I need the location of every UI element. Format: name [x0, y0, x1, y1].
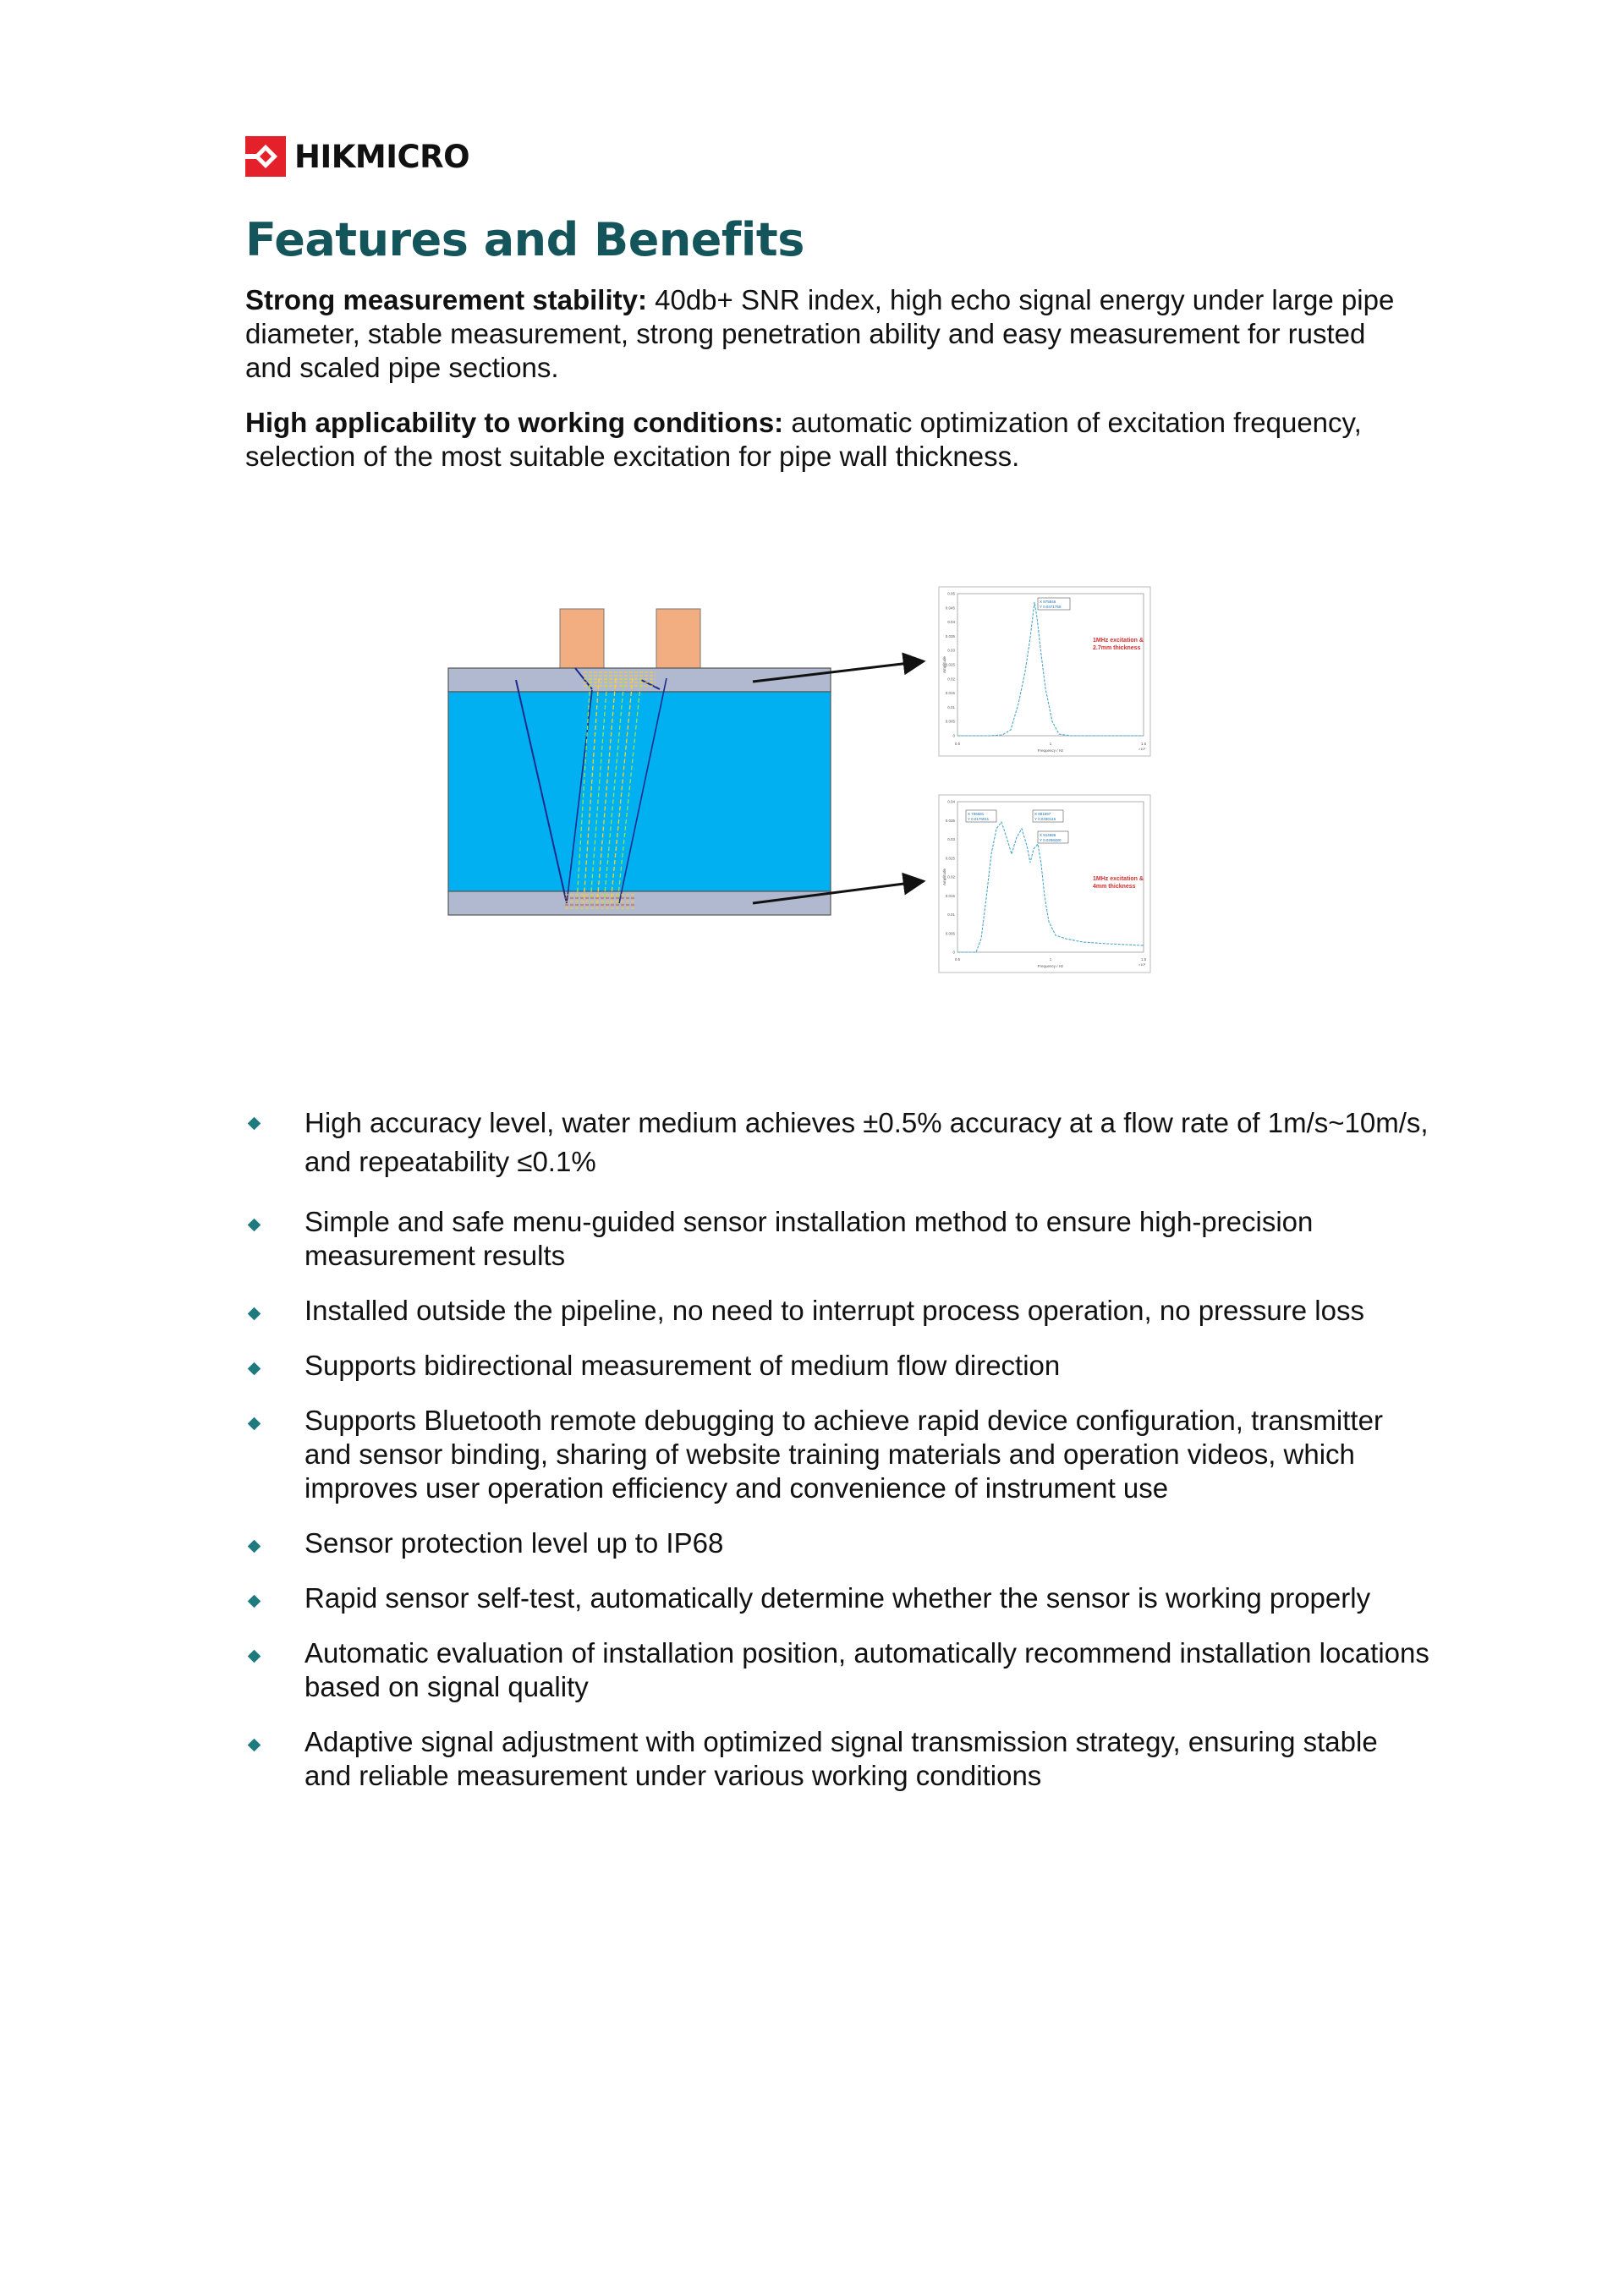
feature-item	[245, 1725, 1429, 1793]
y-tick-label: 0.05	[947, 591, 955, 596]
chart-bottom-datatip-2-x: X 881697	[1034, 812, 1051, 816]
y-tick-label: 0.04	[947, 620, 955, 625]
paragraph-text: automatic optimization of excitation frequency, selection of the most suitable excitation for pipe wall thickness.	[245, 407, 1362, 472]
feature-text: Sensor protection level up to IP68	[304, 1527, 724, 1559]
chart-top-y-label: Amplitude	[942, 655, 946, 674]
diamond-bullet-icon	[248, 1417, 261, 1431]
chart-bottom-datatip-3-y: Y 0.0298480	[1040, 838, 1062, 842]
pipe-water	[448, 692, 831, 891]
y-tick-label: 0.005	[945, 719, 955, 724]
y-tick-label: 0	[952, 950, 955, 955]
feature-item	[245, 1349, 1429, 1383]
brand-logo	[245, 135, 469, 178]
chart-bottom-y-label: Amplitude	[942, 868, 946, 886]
feature-list	[245, 1104, 1429, 1793]
chart-bottom-x-exponent: ×10⁶	[1138, 962, 1146, 967]
diamond-bullet-icon	[248, 1362, 261, 1376]
paragraph-applicability	[245, 406, 1413, 474]
y-tick-label: 0.045	[945, 606, 955, 611]
pipe-echo-figure	[440, 584, 1159, 989]
diamond-bullet-icon	[248, 1650, 261, 1663]
y-tick-label: 0.015	[945, 893, 955, 898]
paragraph-stability	[245, 283, 1413, 385]
diamond-bullet-icon	[248, 1739, 261, 1752]
feature-item	[245, 1104, 1429, 1181]
feature-text: Supports Bluetooth remote debugging to achieve rapid device configuration, transmitter and sensor binding, sharing of website training materials and operation videos, which improves user operation efficiency and convenience of instrument use	[304, 1405, 1383, 1504]
y-tick-label: 0.03	[947, 648, 955, 653]
feature-text: Installed outside the pipeline, no need to interrupt process operation, no pressure loss	[304, 1295, 1364, 1326]
chart-top-x-tick: 1	[1049, 742, 1052, 746]
y-tick-label: 0.025	[945, 856, 955, 861]
chart-bottom-annotation-line1: 1MHz excitation &	[1093, 876, 1144, 882]
sensor-right	[656, 609, 700, 668]
y-tick-label: 0.025	[945, 662, 955, 667]
paragraph-lead: High applicability to working conditions:	[245, 407, 784, 438]
chart-top-annotation-line1: 1MHz excitation &	[1093, 638, 1144, 644]
y-tick-label: 0.035	[945, 633, 955, 638]
chart-top	[939, 587, 1150, 756]
chart-top-x-tick: 1.5	[1140, 742, 1147, 746]
chart-top-datatip-y: Y 0.0471758	[1040, 605, 1062, 609]
chart-bottom-annotation-line2: 4mm thickness	[1093, 884, 1136, 890]
chart-top-x-tick: 0.5	[954, 742, 961, 746]
chart-bottom-datatip-2-y: Y 0.0330116	[1034, 817, 1056, 821]
feature-item	[245, 1404, 1429, 1505]
feature-item	[245, 1526, 1429, 1560]
chart-top-datatip-x: X 975846	[1040, 600, 1056, 604]
pipe-wall-bottom	[448, 891, 831, 915]
y-tick-label: 0.03	[947, 837, 955, 841]
diamond-bullet-icon	[248, 1540, 261, 1553]
feature-text: Automatic evaluation of installation position, automatically recommend installation locations based on signal quality	[304, 1637, 1429, 1702]
chart-bottom-x-tick: 1.5	[1140, 957, 1147, 962]
paragraph-lead: Strong measurement stability:	[245, 284, 647, 315]
y-tick-label: 0.01	[947, 704, 955, 710]
y-tick-label: 0.005	[945, 931, 955, 936]
feature-text: Adaptive signal adjustment with optimized signal transmission strategy, ensuring stable and reliable measurement under various working conditions	[304, 1726, 1378, 1791]
y-tick-label: 0.02	[947, 874, 955, 879]
chart-bottom-datatip-1-x: X 736581	[968, 812, 985, 816]
chart-bottom-datatip-3-x: X 914986	[1040, 833, 1056, 837]
feature-item	[245, 1294, 1429, 1328]
chart-bottom-datatip-1-y: Y 0.0176011	[968, 817, 990, 821]
feature-text: High accuracy level, water medium achieves ±0.5% accuracy at a flow rate of 1m/s~10m/s, and repeatability ≤0.1%	[304, 1107, 1429, 1177]
brand-name: HIKMICRO	[294, 138, 470, 175]
chart-top-x-exponent: ×10⁶	[1138, 747, 1146, 751]
feature-text: Simple and safe menu-guided sensor installation method to ensure high-precision measurement results	[304, 1206, 1314, 1271]
y-tick-label: 0.04	[947, 799, 955, 804]
y-tick-label: 0.02	[947, 677, 955, 682]
feature-text: Rapid sensor self-test, automatically determine whether the sensor is working properly	[304, 1582, 1371, 1614]
pipe-diagram	[448, 609, 831, 915]
hikmicro-logo-icon	[245, 136, 286, 177]
chart-top-annotation-line2: 2.7mm thickness	[1093, 645, 1141, 651]
sensor-left	[560, 609, 604, 668]
chart-bottom-x-tick: 0.5	[954, 957, 961, 962]
chart-top-x-label: Frequency / Hz	[1037, 748, 1064, 753]
diamond-bullet-icon	[248, 1219, 261, 1232]
chart-bottom	[939, 795, 1150, 973]
y-tick-label: 0.035	[945, 818, 955, 823]
y-tick-label: 0	[952, 733, 955, 738]
diamond-bullet-icon	[248, 1595, 261, 1608]
chart-bottom-x-tick: 1	[1049, 957, 1052, 962]
diamond-bullet-icon	[248, 1307, 261, 1321]
y-tick-label: 0.015	[945, 691, 955, 696]
diamond-bullet-icon	[248, 1117, 261, 1131]
feature-item	[245, 1581, 1429, 1615]
feature-item	[245, 1636, 1429, 1704]
feature-text: Supports bidirectional measurement of medium flow direction	[304, 1350, 1061, 1381]
chart-bottom-x-label: Frequency / Hz	[1037, 964, 1064, 968]
feature-item	[245, 1205, 1429, 1273]
page-title: Features and Benefits	[245, 213, 804, 266]
paragraph-text: 40db+ SNR index, high echo signal energy under large pipe diameter, stable measurement, strong penetration ability and easy measurement for rusted and scaled pipe sections.	[245, 284, 1395, 383]
y-tick-label: 0.01	[947, 912, 955, 917]
